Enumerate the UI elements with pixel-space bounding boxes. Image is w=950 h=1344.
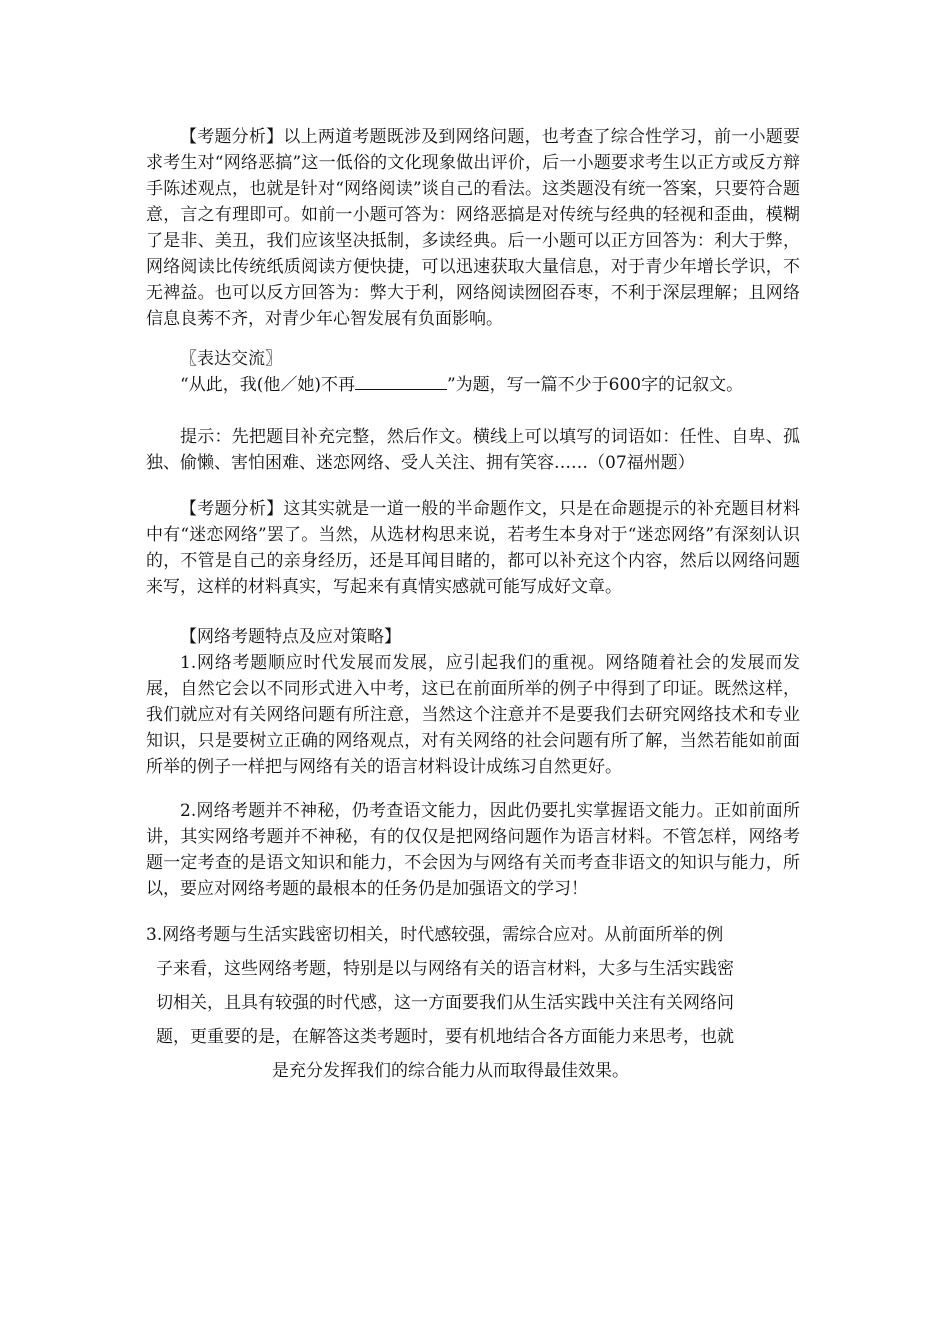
point-3-line: 3.网络考题与生活实践密切相关，时代感较强，需综合应对。从前面所举的例 — [146, 925, 724, 945]
point-3-line: 切相关，且具有较强的时代感，这一方面要我们从生活实践中关注有关网络问 — [156, 993, 734, 1013]
paragraph-point-2: 2.网络考题并不神秘，仍考查语文能力，因此仍要扎实掌握语文能力。正如前面所讲，其实网络考题并不神秘，有的仅仅是把网络问题作为语言材料。不管怎样，网络考题一定考查的是语文知识和能力，不会因为与网络有关而考查非语文的知识与能力，所以，要应对网络考题的最根本的任务仍是加强语文的学习！ — [146, 801, 800, 899]
point-3-line: 题，更重要的是，在解答这类考题时，要有机地结合各方面能力来思考，也就 — [156, 1027, 734, 1047]
paragraph-point-1: 1.网络考题顺应时代发展而发展，应引起我们的重视。网络随着社会的发展而发展，自然它会以不同形式进入中考，这已在前面所举的例子中得到了印证。既然这样，我们就应对有关网络问题有所注意，当然这个注意并不是要我们去研究网络技术和专业知识，只是要树立正确的网络观点，对有关网络的社会问题有所了解，当然若能如前面所举的例子一样把与网络有关的语言材料设计成练习自然更好。 — [146, 653, 800, 777]
paragraph-hint: 提示：先把题目补充完整，然后作文。横线上可以填写的词语如：任性、自卑、孤独、偷懒、害怕困难、迷恋网络、受人关注、拥有笑容……（07福州题） — [146, 427, 800, 473]
paragraph-analysis-1: 【考题分析】以上两道考题既涉及到网络问题，也考查了综合性学习，前一小题要求考生对“网络恶搞”这一低俗的文化现象做出评价，后一小题要求考生以正方或反方辩手陈述观点，也就是针对“网络阅读”谈自己的看法。这类题没有统一答案，只要符合题意，言之有理即可。如前一小题可答为：网络恶搞是对传统与经典的轻视和歪曲，模糊了是非、美丑，我们应该坚决抵制，多读经典。后一小题可以正方回答为：利大于弊，网络阅读比传统纸质阅读方便快捷，可以迅速获取大量信息，对于青少年增长学识，不无裨益。也可以反方回答为：弊大于利，网络阅读囫囵吞枣，不利于深层理解；且网络信息良莠不齐，对青少年心智发展有负面影响。 — [146, 127, 800, 329]
prompt-text-after: ”为题，写一篇不少于600字的记叙文。 — [446, 375, 744, 395]
point-3-line: 子来看，这些网络考题，特别是以与网络有关的语言材料，大多与生活实践密 — [156, 959, 734, 979]
prompt-text-before: “从此，我(他／她)不再 — [180, 375, 355, 395]
paragraph-prompt — [146, 372, 800, 398]
prompt-blank-line — [355, 372, 447, 390]
paragraph-analysis-2: 【考题分析】这其实就是一道一般的半命题作文，只是在命题提示的补充题目材料中有“迷恋网络”罢了。当然，从选材构思来说，若考生本身对于“迷恋网络”有深刻认识的，不管是自己的亲身经历，还是耳闻目睹的，都可以补充这个内容，然后以网络问题来写，这样的材料真实，写起来有真情实感就可能写成好文章。 — [146, 499, 800, 597]
point-3-line: 是充分发挥我们的综合能力从而取得最佳效果。 — [272, 1061, 629, 1081]
paragraph-point-3 — [146, 918, 806, 1088]
section-heading-strategy: 【网络考题特点及应对策略】 — [180, 627, 401, 647]
section-heading-expression: 〖表达交流〗 — [180, 349, 282, 369]
